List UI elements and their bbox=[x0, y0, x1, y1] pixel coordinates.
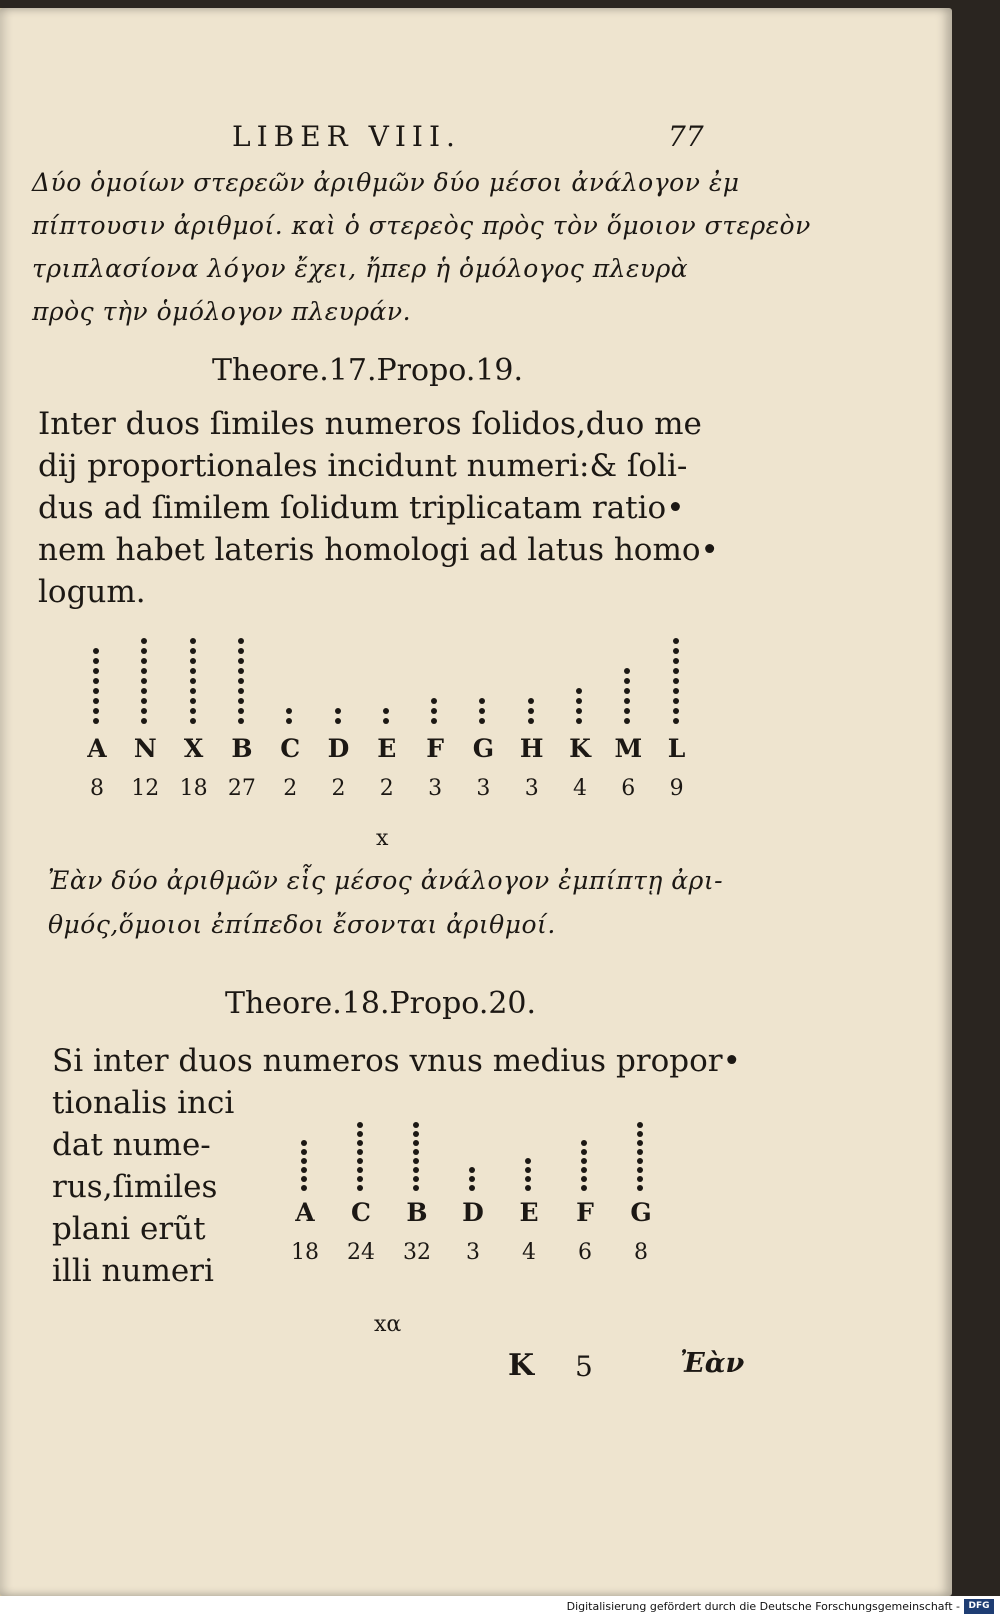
dot bbox=[624, 678, 630, 684]
dot bbox=[190, 708, 196, 714]
dot bbox=[238, 658, 244, 664]
dot-column-f bbox=[431, 698, 439, 728]
dot bbox=[431, 718, 437, 724]
dot-column-a bbox=[301, 1140, 309, 1194]
column-letter: E bbox=[519, 1198, 539, 1227]
dot bbox=[357, 1167, 363, 1173]
dot bbox=[141, 648, 147, 654]
dot bbox=[238, 708, 244, 714]
dot bbox=[238, 638, 244, 644]
dot bbox=[673, 708, 679, 714]
column-number: 18 bbox=[179, 776, 208, 801]
dot bbox=[357, 1176, 363, 1182]
dot bbox=[673, 678, 679, 684]
digitization-note: Digitalisierung gefördert durch die Deutsche Forschungsgemeinschaft - bbox=[566, 1600, 960, 1613]
dot bbox=[581, 1167, 587, 1173]
dot-column-c bbox=[286, 708, 294, 728]
dot bbox=[528, 708, 534, 714]
dot bbox=[93, 648, 99, 654]
dot bbox=[301, 1149, 307, 1155]
dot bbox=[301, 1158, 307, 1164]
column-number: 2 bbox=[283, 776, 298, 801]
catchword: Ἐὰν bbox=[680, 1348, 745, 1379]
dot bbox=[637, 1131, 643, 1137]
column-number: 8 bbox=[90, 776, 104, 801]
dot bbox=[413, 1140, 419, 1146]
dot bbox=[525, 1158, 531, 1164]
dot bbox=[624, 698, 630, 704]
dot bbox=[413, 1167, 419, 1173]
column-number: 3 bbox=[466, 1240, 480, 1265]
column-number: 3 bbox=[428, 776, 443, 801]
column-letter: E bbox=[377, 734, 397, 763]
text-line: Inter duos ſimiles numeros ſolidos,duo me bbox=[38, 406, 702, 442]
dot bbox=[190, 668, 196, 674]
dot-column-d bbox=[469, 1167, 477, 1194]
column-number: 2 bbox=[379, 776, 394, 801]
dot bbox=[469, 1185, 475, 1191]
dot bbox=[479, 708, 485, 714]
dot bbox=[335, 718, 341, 724]
dot bbox=[525, 1176, 531, 1182]
column-number: 24 bbox=[347, 1240, 375, 1265]
theorem-17-heading: Theore.17.Propo.19. bbox=[212, 353, 524, 388]
column-letter: C bbox=[280, 734, 301, 763]
dot-column-l bbox=[673, 638, 681, 728]
dot bbox=[576, 718, 582, 724]
dot bbox=[190, 688, 196, 694]
dot-column-x bbox=[190, 638, 198, 728]
greek-line: τριπλασίονα λόγον ἔχει, ἤπερ ἡ ὁμόλογος πλευρὰ bbox=[32, 254, 689, 283]
column-number: 6 bbox=[578, 1240, 592, 1265]
column-number: 32 bbox=[403, 1240, 431, 1265]
dot bbox=[637, 1176, 643, 1182]
column-number: 27 bbox=[227, 776, 256, 801]
greek-line: πίπτουσιν ἀριθμοί. καὶ ὁ στερεὸς πρὸς τὸν ὅμοιον στερεὸν bbox=[32, 211, 811, 240]
text-line: dat nume- bbox=[52, 1127, 211, 1163]
dot bbox=[673, 658, 679, 664]
dot-column-n bbox=[141, 638, 149, 728]
column-letter: G bbox=[472, 734, 495, 763]
dot-column-g bbox=[637, 1122, 645, 1194]
column-letter: N bbox=[133, 734, 157, 763]
dot bbox=[141, 718, 147, 724]
dot bbox=[431, 698, 437, 704]
dot bbox=[673, 668, 679, 674]
dot bbox=[93, 688, 99, 694]
dot bbox=[357, 1131, 363, 1137]
dot bbox=[576, 708, 582, 714]
dot bbox=[479, 718, 485, 724]
dot-column-f bbox=[581, 1140, 589, 1194]
column-letter: F bbox=[426, 734, 444, 763]
greek-line: Ἐὰν δύο ἀριθμῶν εἷς μέσος ἀνάλογον ἐμπίπτῃ ἀρι- bbox=[48, 866, 724, 895]
column-letter: X bbox=[183, 734, 204, 763]
dot-column-b bbox=[238, 638, 246, 728]
dot bbox=[624, 708, 630, 714]
dot bbox=[581, 1149, 587, 1155]
column-number: 6 bbox=[621, 776, 636, 801]
dot bbox=[93, 718, 99, 724]
dot bbox=[357, 1140, 363, 1146]
dfg-logo: DFG bbox=[964, 1599, 994, 1614]
dot bbox=[357, 1158, 363, 1164]
dot bbox=[141, 708, 147, 714]
text-line: dus ad ſimilem ſolidum triplicatam ratio• bbox=[38, 490, 685, 526]
dot bbox=[581, 1176, 587, 1182]
dot bbox=[301, 1167, 307, 1173]
signature-letter: K bbox=[508, 1348, 535, 1383]
column-letter: D bbox=[327, 734, 350, 763]
dot bbox=[190, 718, 196, 724]
digitization-footer bbox=[0, 1596, 1000, 1620]
greek-line: θμός,ὅμοιοι ἐπίπεδοι ἔσονται ἀριθμοί. bbox=[48, 910, 556, 939]
dot bbox=[301, 1185, 307, 1191]
signature-mark: xα bbox=[374, 1312, 402, 1337]
dot bbox=[93, 668, 99, 674]
dot bbox=[525, 1167, 531, 1173]
dot-column-b bbox=[413, 1122, 421, 1194]
page-number: 77 bbox=[668, 120, 704, 153]
dot bbox=[637, 1149, 643, 1155]
dot bbox=[238, 718, 244, 724]
dot bbox=[93, 658, 99, 664]
text-line: dij proportionales incidunt numeri:& ſoli- bbox=[38, 448, 688, 484]
dot bbox=[335, 708, 341, 714]
book-page bbox=[0, 8, 952, 1596]
dot-column-c bbox=[357, 1122, 365, 1194]
dot bbox=[637, 1140, 643, 1146]
column-letter: L bbox=[667, 734, 686, 763]
column-number: 3 bbox=[524, 776, 539, 801]
dot bbox=[637, 1167, 643, 1173]
dot bbox=[286, 708, 292, 714]
dot bbox=[301, 1140, 307, 1146]
dot bbox=[141, 668, 147, 674]
column-number: 9 bbox=[669, 776, 684, 801]
dot bbox=[357, 1149, 363, 1155]
dot-column-m bbox=[624, 668, 632, 728]
dot bbox=[141, 678, 147, 684]
dot bbox=[413, 1158, 419, 1164]
dot bbox=[624, 718, 630, 724]
dot bbox=[525, 1185, 531, 1191]
column-number: 4 bbox=[522, 1240, 536, 1265]
dot bbox=[637, 1185, 643, 1191]
dot bbox=[238, 648, 244, 654]
dot bbox=[673, 698, 679, 704]
signature-number: 5 bbox=[575, 1350, 593, 1383]
column-number: 2 bbox=[331, 776, 346, 801]
greek-line: Δύο ὁμοίων στερεῶν ἀριθμῶν δύο μέσοι ἀνάλογον ἐμ bbox=[32, 168, 740, 197]
text-line: Si inter duos numeros vnus medius propor• bbox=[52, 1043, 741, 1079]
dot bbox=[624, 668, 630, 674]
dot bbox=[141, 638, 147, 644]
dot bbox=[413, 1185, 419, 1191]
dot bbox=[286, 718, 292, 724]
column-letter: K bbox=[569, 734, 591, 763]
dot bbox=[238, 698, 244, 704]
column-letter: B bbox=[406, 1198, 428, 1227]
column-letter: F bbox=[576, 1198, 594, 1227]
dot bbox=[469, 1167, 475, 1173]
dot bbox=[673, 638, 679, 644]
dot bbox=[637, 1158, 643, 1164]
dot-column-a bbox=[93, 648, 101, 728]
dot bbox=[413, 1131, 419, 1137]
dot bbox=[576, 688, 582, 694]
dot bbox=[93, 708, 99, 714]
dot bbox=[469, 1176, 475, 1182]
dot bbox=[673, 718, 679, 724]
column-letter: A bbox=[295, 1198, 315, 1227]
dot bbox=[238, 678, 244, 684]
column-letter: M bbox=[614, 734, 643, 763]
dot bbox=[357, 1185, 363, 1191]
dot bbox=[190, 648, 196, 654]
dot bbox=[528, 698, 534, 704]
dot bbox=[431, 708, 437, 714]
text-line: illi numeri bbox=[52, 1253, 214, 1289]
dot bbox=[624, 688, 630, 694]
dot-column-k bbox=[576, 688, 584, 728]
dot bbox=[93, 698, 99, 704]
dot bbox=[238, 668, 244, 674]
dot bbox=[673, 648, 679, 654]
dot-column-e bbox=[525, 1158, 533, 1194]
signature-mark: x bbox=[376, 826, 389, 851]
greek-line: πρὸς τὴν ὁμόλογον πλευράν. bbox=[32, 297, 412, 326]
dot bbox=[141, 688, 147, 694]
dot-column-d bbox=[335, 708, 343, 728]
dot bbox=[413, 1176, 419, 1182]
column-number: 3 bbox=[476, 776, 491, 801]
text-line: rus,ſimiles bbox=[52, 1169, 218, 1205]
dot bbox=[581, 1158, 587, 1164]
dot bbox=[357, 1122, 363, 1128]
column-letter: G bbox=[630, 1198, 652, 1227]
text-line: plani erũt bbox=[52, 1211, 206, 1247]
column-letter: C bbox=[351, 1198, 371, 1227]
running-header: LIBER VIII. bbox=[232, 120, 461, 153]
dot bbox=[301, 1176, 307, 1182]
dot bbox=[637, 1122, 643, 1128]
dot bbox=[190, 678, 196, 684]
column-number: 4 bbox=[573, 776, 587, 801]
dot bbox=[190, 698, 196, 704]
dot bbox=[93, 678, 99, 684]
dot bbox=[413, 1149, 419, 1155]
dot bbox=[576, 698, 582, 704]
dot bbox=[673, 688, 679, 694]
column-letter: A bbox=[87, 734, 107, 763]
dot bbox=[479, 698, 485, 704]
dot bbox=[238, 688, 244, 694]
dot bbox=[528, 718, 534, 724]
dot bbox=[413, 1122, 419, 1128]
column-letter: D bbox=[462, 1198, 484, 1227]
theorem-18-heading: Theore.18.Propo.20. bbox=[225, 986, 537, 1021]
dot-column-h bbox=[528, 698, 536, 728]
text-line: tionalis inci bbox=[52, 1085, 235, 1121]
column-number: 12 bbox=[131, 776, 160, 801]
column-letter: B bbox=[231, 734, 253, 763]
dot-column-g bbox=[479, 698, 487, 728]
column-number: 8 bbox=[634, 1240, 648, 1265]
column-letter: H bbox=[519, 734, 544, 763]
dot bbox=[581, 1140, 587, 1146]
text-line: logum. bbox=[38, 574, 146, 610]
text-line: nem habet lateris homologi ad latus homo• bbox=[38, 532, 719, 568]
dot bbox=[383, 708, 389, 714]
dot bbox=[141, 698, 147, 704]
dot-column-e bbox=[383, 708, 391, 728]
dot bbox=[383, 718, 389, 724]
column-number: 18 bbox=[291, 1240, 319, 1265]
dot bbox=[190, 658, 196, 664]
dot bbox=[141, 658, 147, 664]
dot bbox=[190, 638, 196, 644]
dot bbox=[581, 1185, 587, 1191]
